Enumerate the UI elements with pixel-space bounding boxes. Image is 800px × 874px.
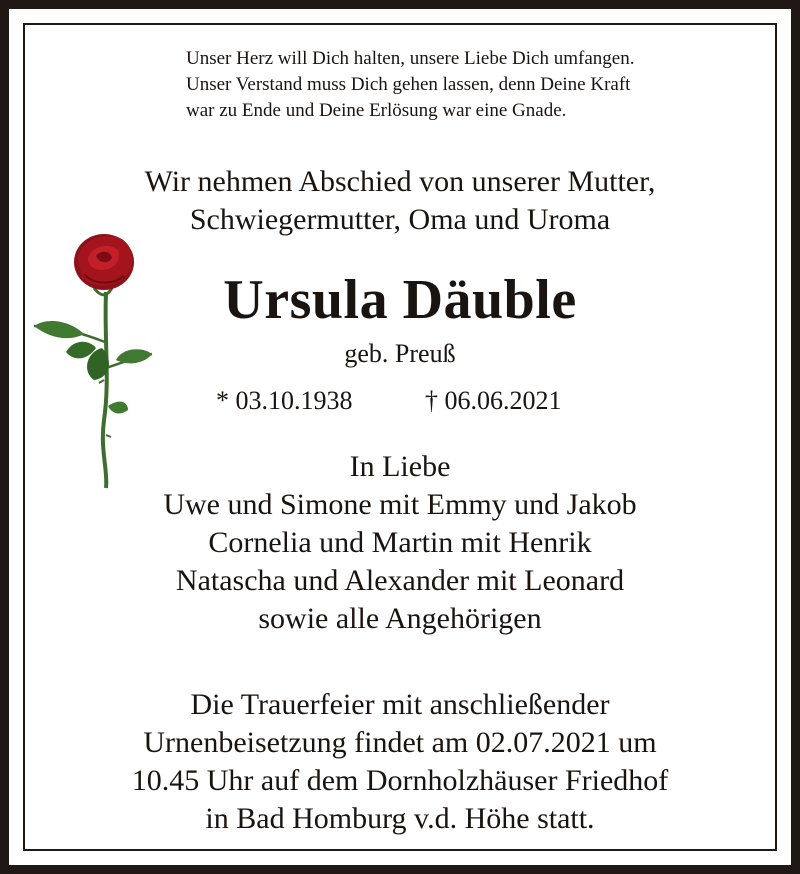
- service-line: 10.45 Uhr auf dem Dornholzhäuser Friedhof: [131, 764, 669, 797]
- funeral-service-info: [0, 686, 800, 838]
- deceased-name: Ursula Däuble: [223, 269, 577, 331]
- intro-line: Schwiegermutter, Oma und Uroma: [189, 203, 611, 236]
- service-line: Urnenbeisetzung findet am 02.07.2021 um: [143, 726, 657, 759]
- intro-line: Wir nehmen Abschied von unserer Mutter,: [144, 165, 656, 198]
- mourners-line: Natascha und Alexander mit Leonard: [175, 564, 625, 597]
- service-line: Die Trauerfeier mit anschließender: [190, 688, 610, 721]
- maiden-name: geb. Preuß: [344, 339, 456, 368]
- birth-date: * 03.10.1938: [216, 386, 353, 415]
- mourners-line: In Liebe: [349, 450, 451, 483]
- mourners-block: [0, 448, 800, 638]
- verse-block: [186, 46, 776, 124]
- verse-line: Unser Herz will Dich halten, unsere Liebe Dich umfangen.: [186, 48, 635, 69]
- service-line: in Bad Homburg v.d. Höhe statt.: [205, 802, 595, 835]
- verse-line: Unser Verstand muss Dich gehen lassen, denn Deine Kraft: [186, 74, 631, 95]
- mourners-line: Cornelia und Martin mit Henrik: [208, 526, 592, 559]
- mourners-line: Uwe und Simone mit Emmy und Jakob: [163, 488, 637, 521]
- verse-line: war zu Ende und Deine Erlösung war eine Gnade.: [186, 100, 567, 121]
- mourners-line: sowie alle Angehörigen: [258, 602, 542, 635]
- death-date: † 06.06.2021: [425, 386, 562, 415]
- farewell-intro: [0, 163, 800, 239]
